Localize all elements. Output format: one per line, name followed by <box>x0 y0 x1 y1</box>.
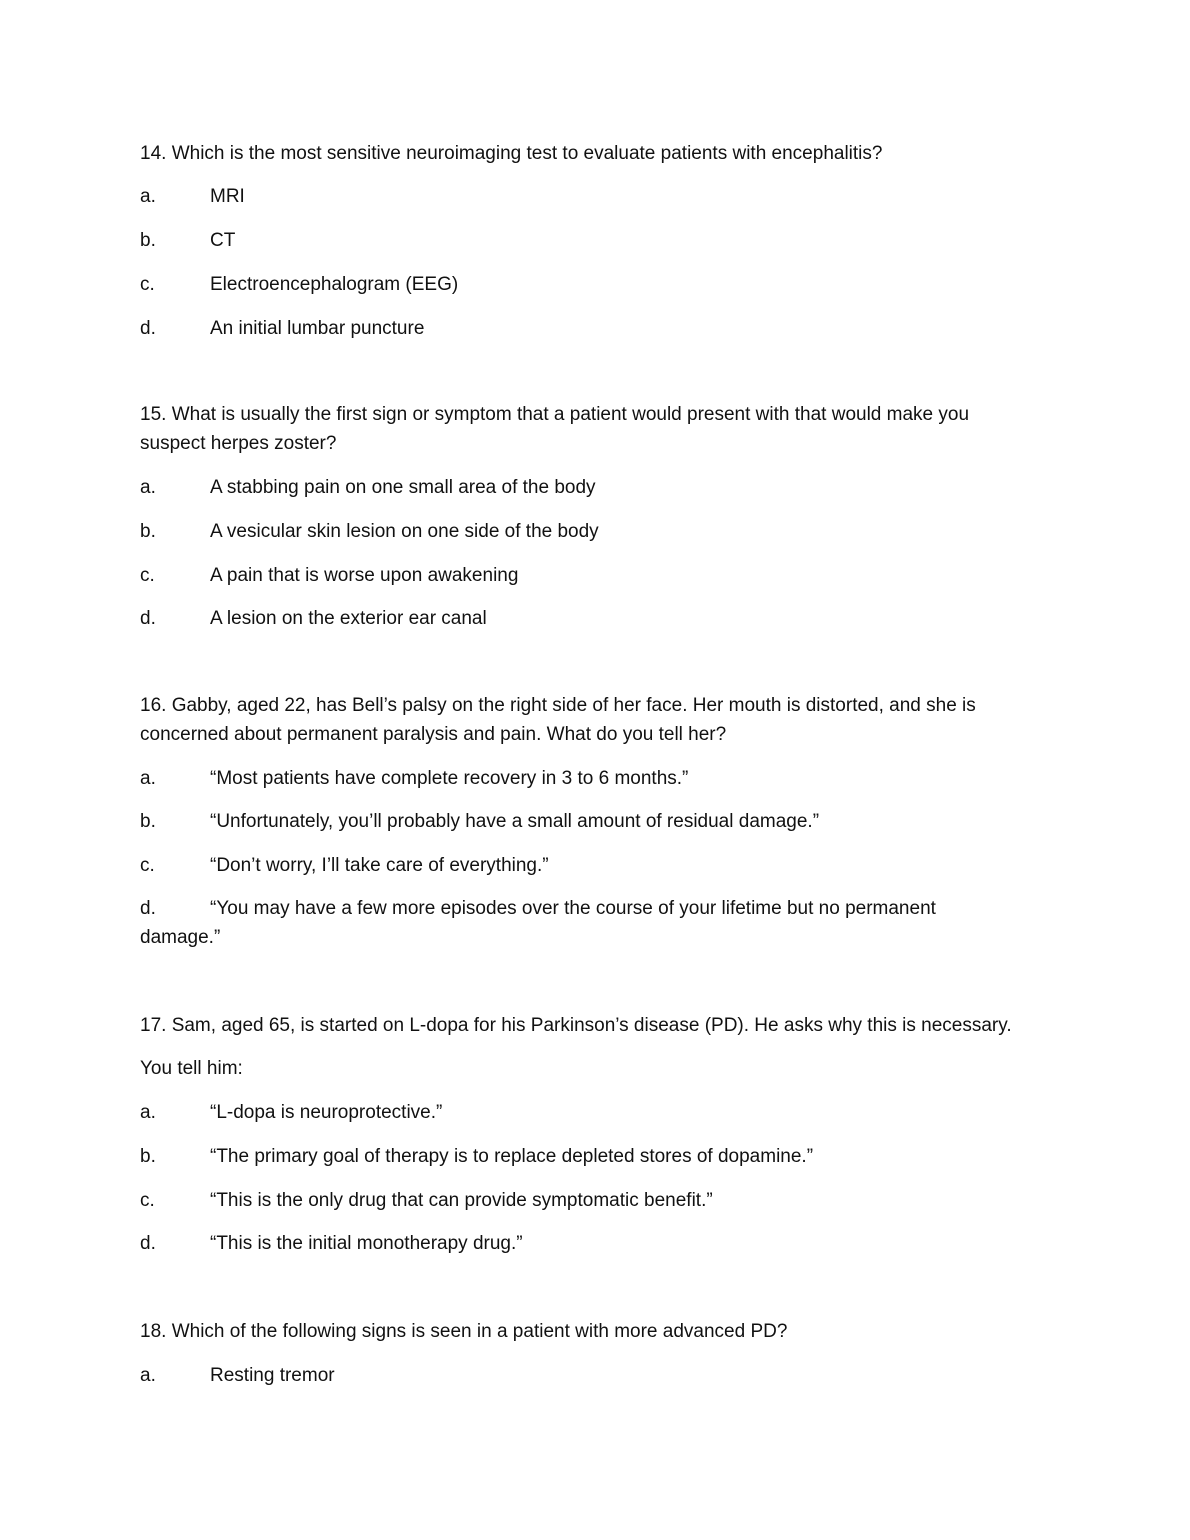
question-17-option-b <box>140 1143 813 1171</box>
option-text: “This is the initial monotherapy drug.” <box>210 1233 523 1254</box>
option-text: Resting tremor <box>210 1365 335 1386</box>
question-14-option-a <box>140 183 245 211</box>
option-text: “L-dopa is neuroprotective.” <box>210 1102 443 1123</box>
question-16-stem-line-2: concerned about permanent paralysis and pain. What do you tell her? <box>140 724 727 745</box>
option-letter: c. <box>140 274 155 295</box>
question-15-option-b <box>140 518 599 546</box>
question-15-option-c <box>140 562 518 590</box>
question-15-option-d <box>140 605 487 633</box>
question-15-stem-line-2: suspect herpes zoster? <box>140 433 337 454</box>
option-letter: d. <box>140 318 156 339</box>
question-17-option-a <box>140 1099 442 1127</box>
question-17-option-c <box>140 1187 713 1215</box>
question-16-option-a <box>140 765 688 793</box>
option-text: “Don’t worry, I’ll take care of everything.” <box>210 855 549 876</box>
option-text: “Unfortunately, you’ll probably have a small amount of residual damage.” <box>210 811 820 832</box>
option-text: A pain that is worse upon awakening <box>210 565 519 586</box>
option-letter: d. <box>140 898 156 919</box>
question-14-option-d <box>140 315 424 343</box>
option-text: A lesion on the exterior ear canal <box>210 608 487 629</box>
question-17-stem: 17. Sam, aged 65, is started on L-dopa for his Parkinson’s disease (PD). He asks why this is necessary. <box>140 1015 1012 1036</box>
option-letter: a. <box>140 768 156 789</box>
question-14-stem: 14. Which is the most sensitive neuroimaging test to evaluate patients with encephalitis? <box>140 143 883 164</box>
option-letter: a. <box>140 186 156 207</box>
question-16-option-c <box>140 852 549 880</box>
question-15-stem-line-1: 15. What is usually the first sign or symptom that a patient would present with that would make you <box>140 404 970 425</box>
option-letter: b. <box>140 811 156 832</box>
option-text: “This is the only drug that can provide symptomatic benefit.” <box>210 1190 713 1211</box>
option-letter: a. <box>140 1102 156 1123</box>
question-14-option-c <box>140 271 458 299</box>
question-17-option-d <box>140 1230 523 1258</box>
question-16-option-b <box>140 808 819 836</box>
option-letter: d. <box>140 608 156 629</box>
option-text: A stabbing pain on one small area of the body <box>210 477 596 498</box>
question-16-stem-line-1: 16. Gabby, aged 22, has Bell’s palsy on the right side of her face. Her mouth is distorted, and she is <box>140 695 976 716</box>
option-text: Electroencephalogram (EEG) <box>210 274 459 295</box>
question-16-option-d-continuation: damage.” <box>140 927 221 948</box>
option-text: “The primary goal of therapy is to replace depleted stores of dopamine.” <box>210 1146 814 1167</box>
question-14-option-b <box>140 227 235 255</box>
option-letter: c. <box>140 565 155 586</box>
option-text: “You may have a few more episodes over the course of your lifetime but no permanent <box>210 898 936 919</box>
option-letter: a. <box>140 1365 156 1386</box>
option-text: CT <box>210 230 236 251</box>
option-letter: a. <box>140 477 156 498</box>
option-letter: c. <box>140 855 155 876</box>
option-letter: b. <box>140 521 156 542</box>
option-text: MRI <box>210 186 245 207</box>
question-18-stem: 18. Which of the following signs is seen in a patient with more advanced PD? <box>140 1321 788 1342</box>
option-letter: b. <box>140 1146 156 1167</box>
option-letter: c. <box>140 1190 155 1211</box>
option-text: A vesicular skin lesion on one side of the body <box>210 521 599 542</box>
option-text: “Most patients have complete recovery in 3 to 6 months.” <box>210 768 689 789</box>
question-17-stem-2: You tell him: <box>140 1058 243 1079</box>
question-16-option-d <box>140 895 936 923</box>
option-letter: b. <box>140 230 156 251</box>
question-15-option-a <box>140 474 596 502</box>
question-18-option-a <box>140 1362 335 1390</box>
option-letter: d. <box>140 1233 156 1254</box>
option-text: An initial lumbar puncture <box>210 318 425 339</box>
